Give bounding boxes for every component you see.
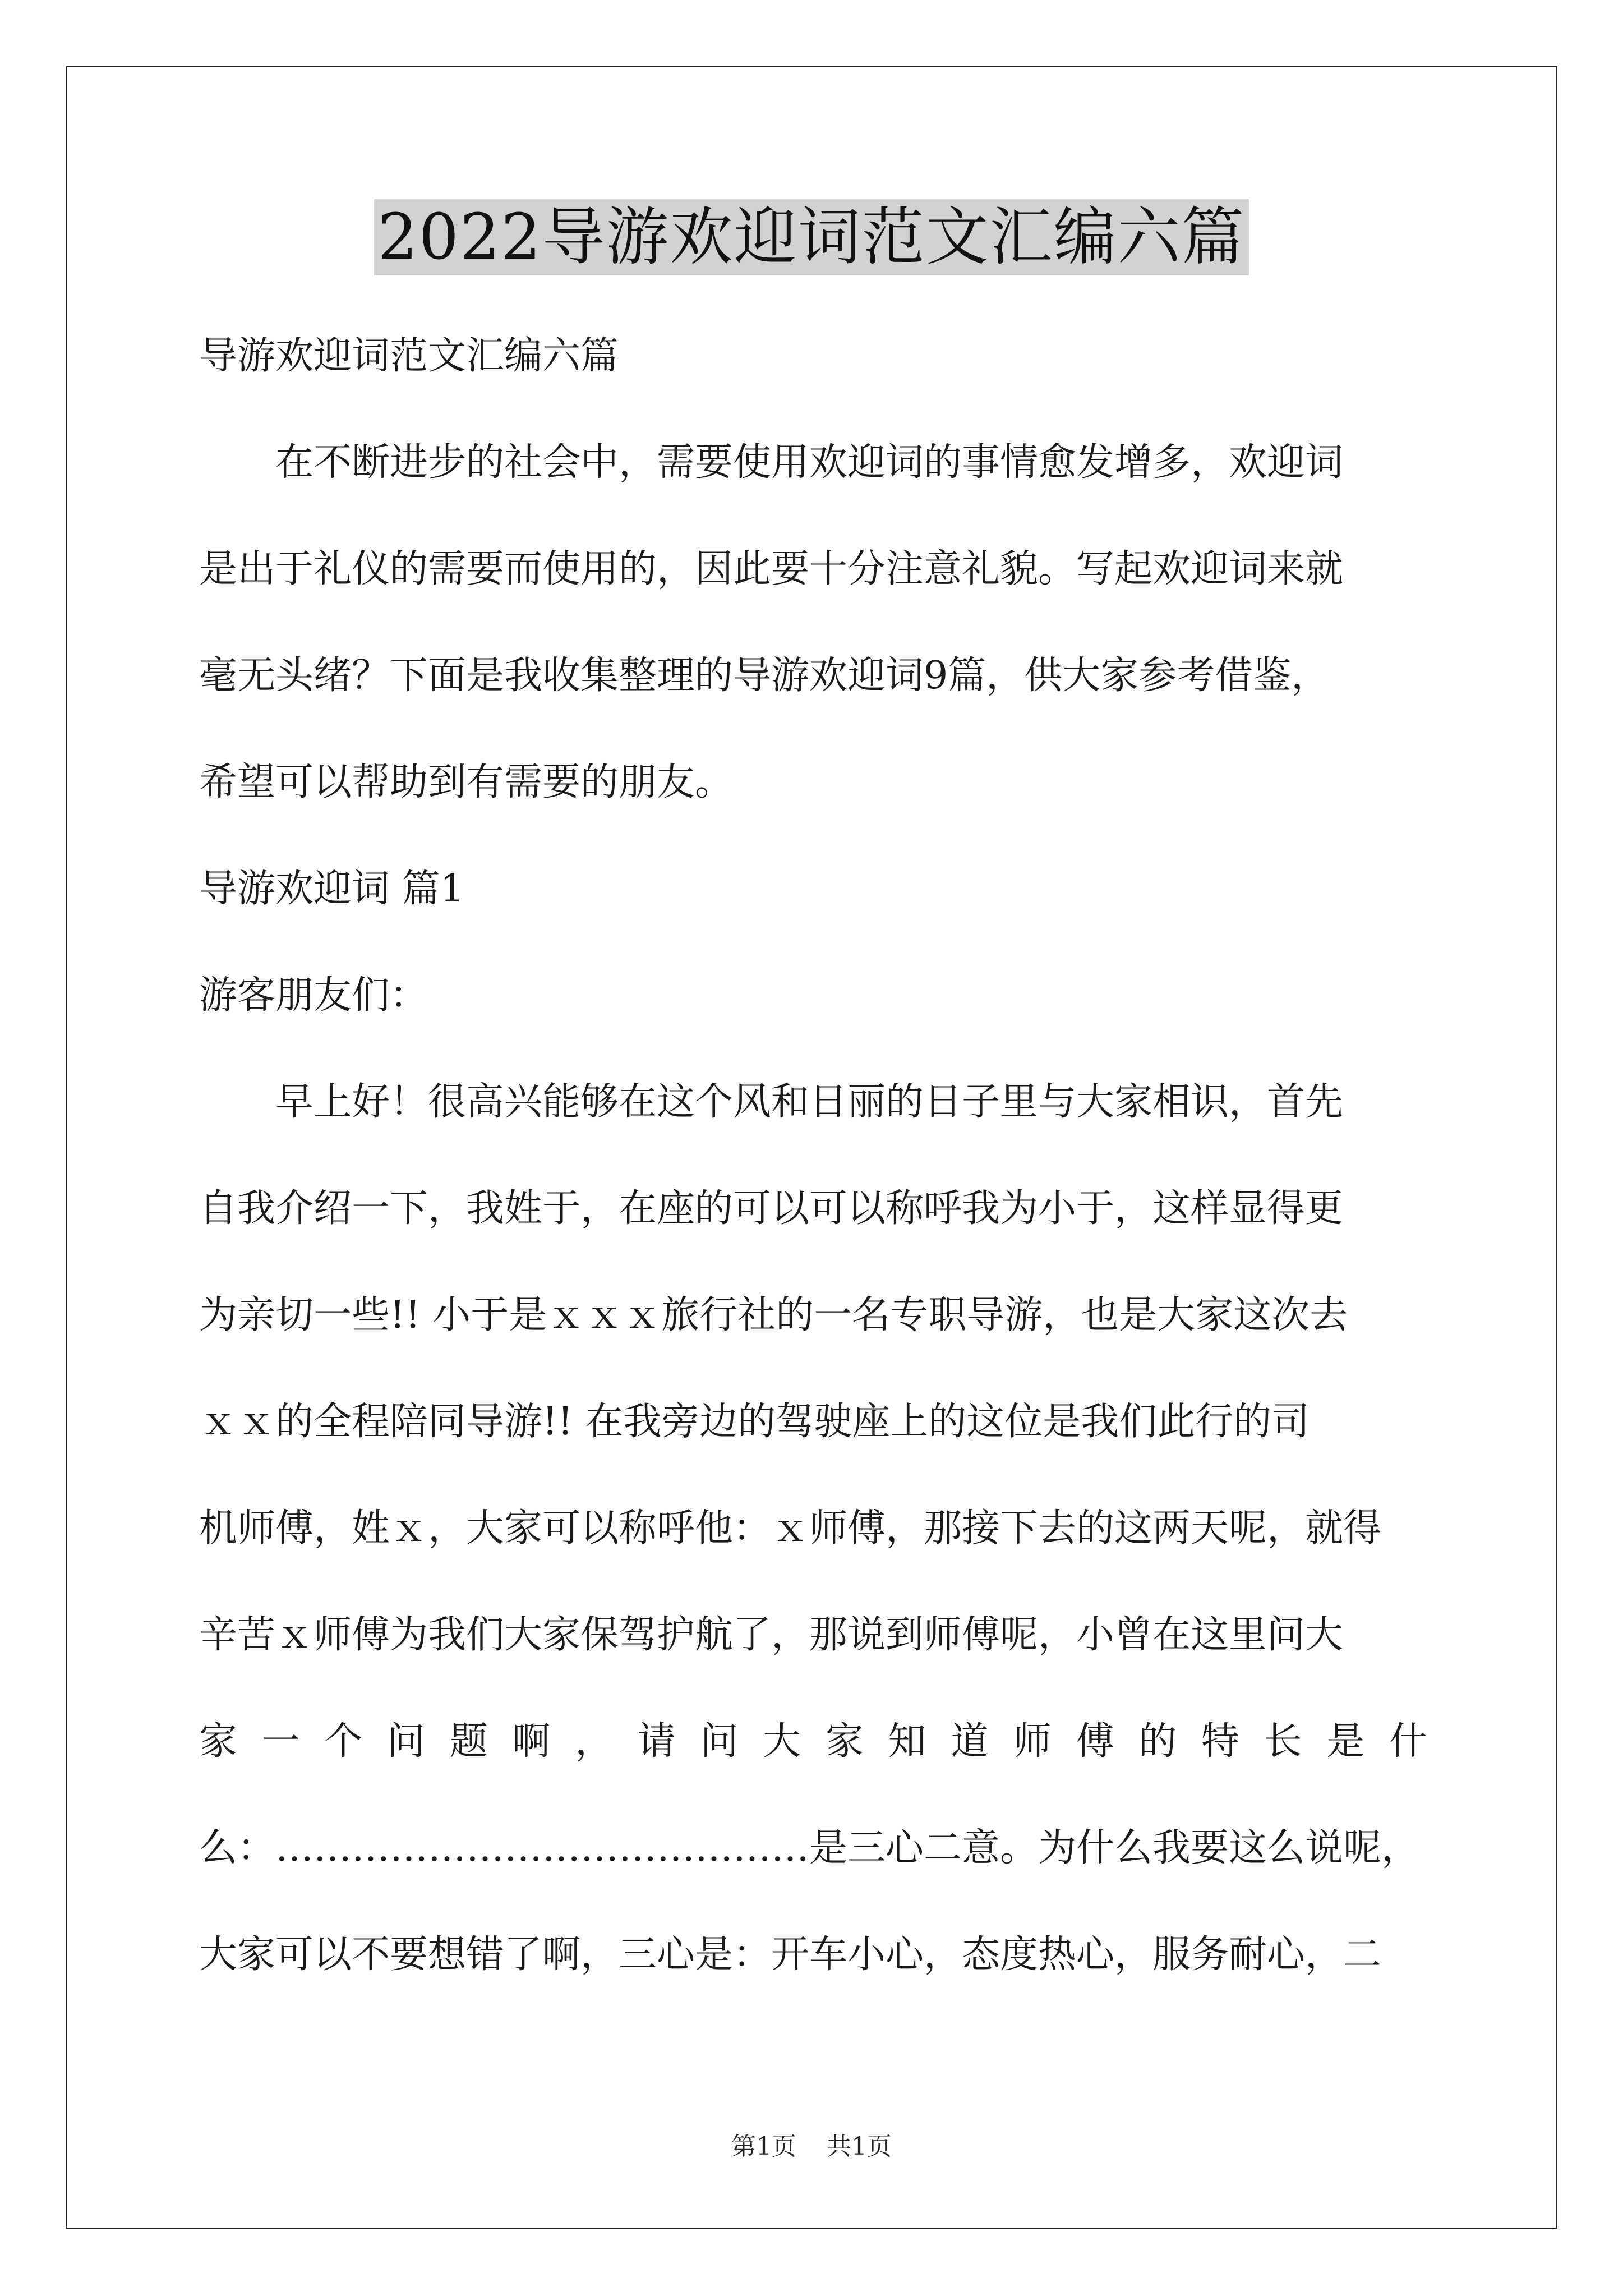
title-container (0, 199, 1623, 275)
body-line: 为亲切一些!! 小于是ｘｘｘ旅行社的一名专职导游，也是大家这次去 (199, 1293, 1348, 1337)
body-line: ｘｘ的全程陪同导游!! 在我旁边的驾驶座上的这位是我们此行的司 (199, 1400, 1310, 1444)
body-line: 在不断进步的社会中，需要使用欢迎词的事情愈发增多，欢迎词 (275, 440, 1344, 485)
body-line: 家 一 个 问 题 啊 ， 请 问 大 家 知 道 师 傅 的 特 长 是 什 (199, 1719, 1427, 1764)
page-number: 第1页 (731, 2132, 796, 2161)
body-line: 游客朋友们： (199, 973, 428, 1018)
section-heading: 导游欢迎词 篇1 (199, 867, 464, 911)
page-footer (0, 2126, 1623, 2162)
body-line: 机师傅，姓ｘ，大家可以称呼他：ｘ师傅，那接下去的这两天呢，就得 (199, 1506, 1382, 1550)
body-line: 早上好！很高兴能够在这个风和日丽的日子里与大家相识，首先 (275, 1080, 1344, 1124)
body-line: 大家可以不要想错了啊，三心是：开车小心，态度热心，服务耐心，二 (199, 1932, 1382, 1977)
body-line: 么：……………………………………是三心二意。为什么我要这么说呢， (199, 1826, 1420, 1870)
page-total: 共1页 (827, 2132, 892, 2161)
body-line: 辛苦ｘ师傅为我们大家保驾护航了，那说到师傅呢，小曾在这里问大 (199, 1613, 1344, 1657)
body-line: 自我介绍一下，我姓于，在座的可以可以称呼我为小于，这样显得更 (199, 1186, 1344, 1231)
body-line: 毫无头绪？下面是我收集整理的导游欢迎词9篇，供大家参考借鉴， (199, 654, 1330, 698)
body-line: 是出于礼仪的需要而使用的，因此要十分注意礼貌。写起欢迎词来就 (199, 547, 1344, 591)
body-line: 希望可以帮助到有需要的朋友。 (199, 760, 734, 804)
document-body (199, 303, 1427, 2008)
document-title: 2022导游欢迎词范文汇编六篇 (374, 199, 1248, 275)
body-line: 导游欢迎词范文汇编六篇 (199, 334, 619, 378)
